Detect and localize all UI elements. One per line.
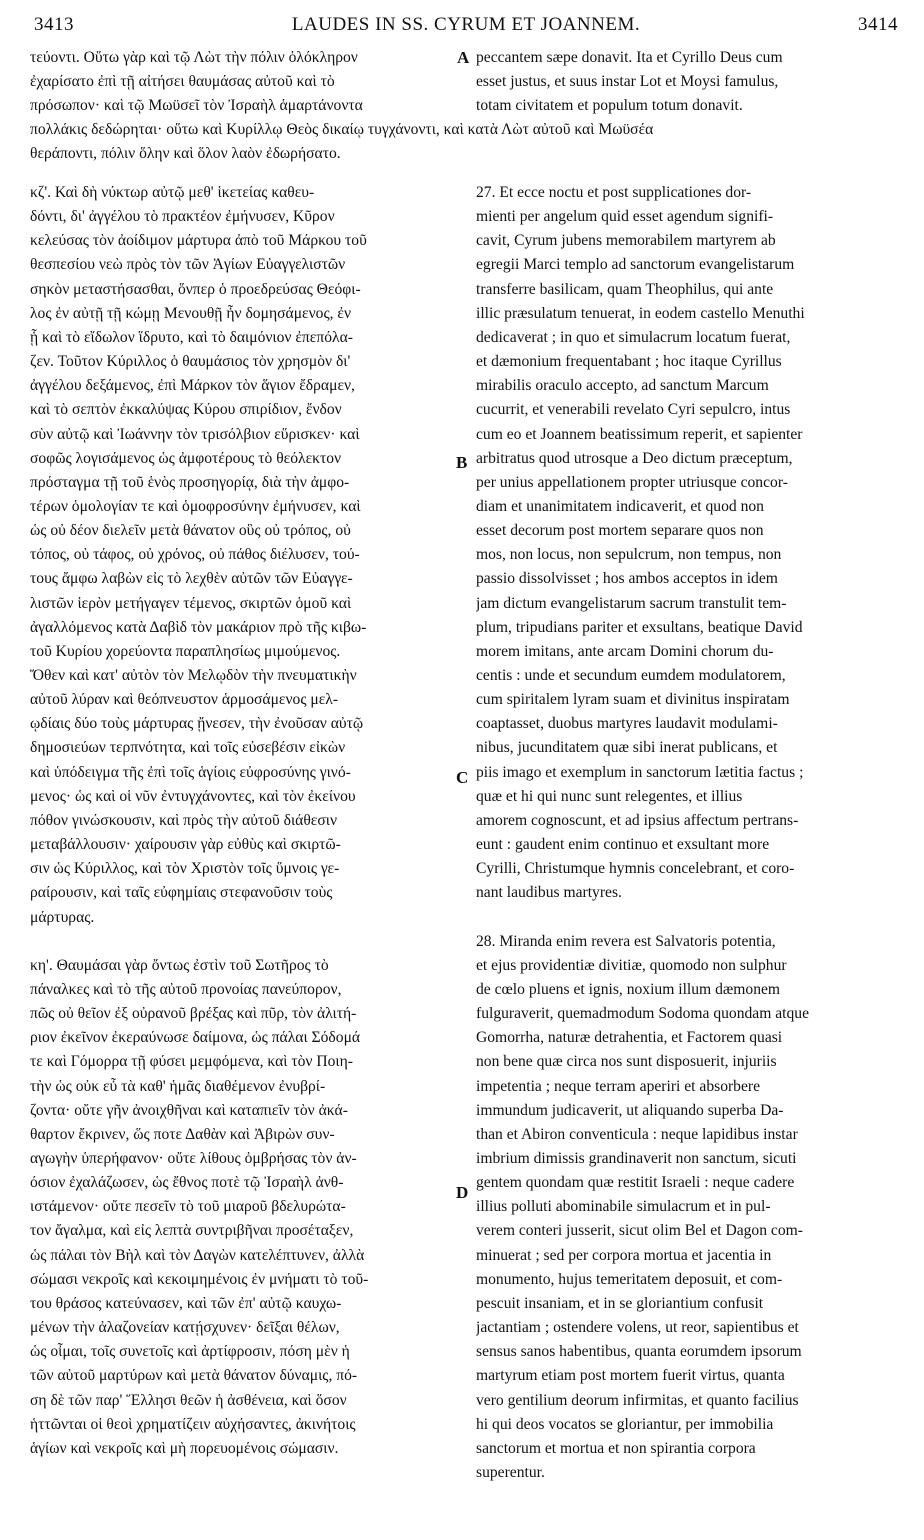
latin-text-line: eunt : gaudent enim continuo et exsultant more xyxy=(476,836,770,853)
greek-text-line: ὡς πάλαι τὸν Βὴλ καὶ τὸν Δαγὼν κατελέπτυνεν, ἀλλὰ xyxy=(30,1247,365,1264)
greek-text-line: μενος· ὡς καὶ οἱ νῦν ἐντυγχάνοντες, καὶ τὸν ἐκείνου xyxy=(30,788,356,805)
latin-text-line: amorem cognoscunt, et ad ipsius affectum pertrans- xyxy=(476,812,799,829)
greek-text-line: ἀγαλλόμενος κατὰ Δαβὶδ τὸν μακάριον πρὸ τῆς κιβω- xyxy=(30,619,367,636)
latin-text-line: quæ et hi qui nunc sunt relegentes, et illius xyxy=(476,788,743,805)
latin-text-line: de cœlo pluens et ignis, noxium illum dæmonem xyxy=(476,981,781,998)
greek-text-line: μεταβάλλουσιν· χαίρουσιν γὰρ εὐθὺς καὶ σκιρτῶ- xyxy=(30,836,341,853)
latin-text-line: plum, tripudians pariter et exsultans, beatique David xyxy=(476,619,803,636)
greek-text-line: ζεν. Τοῦτον Κύριλλος ὁ θαυμάσιος τὸν χρησμὸν δι' xyxy=(30,353,351,370)
latin-text-line: totam civitatem et populum totum donavit. xyxy=(476,97,743,114)
latin-text-line: gentem quondam quæ restitit Israeli : neque cadere xyxy=(476,1174,795,1191)
greek-text-line: ζοντα· οὔτε γῆν ἀνοιχθῆναι καὶ καταπιεῖν τὸν ἀκά- xyxy=(30,1102,348,1119)
latin-text-line: cum eo et Joannem beatissimum reperit, et sapienter xyxy=(476,426,803,443)
latin-text-line: cucurrit, et venerabili revelato Cyri sepulcro, intus xyxy=(476,401,791,418)
latin-text-line: esset decorum post mortem separare quos non xyxy=(476,522,764,539)
latin-text-line: esset justus, et suus instar Lot et Moysi famulus, xyxy=(476,73,779,90)
greek-text-line: καὶ ὑπόδειγμα τῆς ἐπὶ τοῖς ἁγίοις εὐφροσύνης γινό- xyxy=(30,764,351,781)
margin-section-marker: D xyxy=(456,1183,469,1202)
greek-text-line: πάναλκες καὶ τὸ τῆς αὐτοῦ προνοίας πανεύπορον, xyxy=(30,981,342,998)
greek-text-line: ριον ἐκεῖνον ἐκεραύνωσε δαίμονα, ὡς πάλαι Σόδομά xyxy=(30,1029,361,1046)
greek-text-line: κελεύσας τὸν ἀοίδιμον μάρτυρα ἀπὸ τοῦ Μάρκου τοῦ xyxy=(30,232,367,249)
latin-text-line: passio dissolvisset ; hos ambos acceptos in idem xyxy=(476,570,778,587)
greek-text-line: πῶς οὐ θεῖον ἐξ οὐρανοῦ βρέξας καὶ πῦρ, τὸν ἀλιτή- xyxy=(30,1005,357,1022)
latin-text-line: hi qui deos vocatos se gloriantur, per immobilia xyxy=(476,1416,774,1433)
latin-text-line: verem conteri jusserit, sicut olim Bel et Dagon com- xyxy=(476,1222,803,1239)
greek-text-line: τον ἄγαλμα, καὶ εἰς λεπτὰ συντριβῆναι προσέταξεν, xyxy=(30,1222,354,1239)
latin-text-line: mos, non locus, non sepulcrum, non tempus, non xyxy=(476,546,782,563)
greek-text-line: τόπος, οὐ τάφος, οὐ χρόνος, οὐ πάθος διέλυσεν, τού- xyxy=(30,546,360,563)
greek-text-line: ἐχαρίσατο ἐπὶ τῇ αἰτήσει θαυμάσας αὐτοῦ καὶ τὸ xyxy=(30,73,335,90)
greek-text-line: πολλάκις δεδώρηται· οὕτω καὶ Κυρίλλῳ Θεὸς δικαίῳ τυγχάνοντι, καὶ κατὰ Λὼτ αὐτοῦ καὶ Μωϋσέα xyxy=(30,121,654,138)
latin-text-line: impetentia ; neque terram aperiri et absorbere xyxy=(476,1078,761,1095)
greek-text-line: σοφῶς λογισάμενος ὡς ἀμφοτέρους τὸ θεόλεκτον xyxy=(30,450,342,467)
greek-text-line: δόντι, δι' ἀγγέλου τὸ πρακτέον ἐμήνυσεν, Κῦρον xyxy=(30,208,335,225)
latin-text-line: sensus sanos habentibus, quanta eorumdem ipsorum xyxy=(476,1343,802,1360)
latin-text-line: fulguraverit, quemadmodum Sodoma quondam atque xyxy=(476,1005,810,1022)
greek-text-line: μένων τὴν ἀλαζονείαν κατῄσχυνεν· δεῖξαι θέλων, xyxy=(30,1319,340,1336)
greek-text-line: ὡς οὐ δέον διελεῖν μετὰ θάνατον οὓς οὐ τρόπος, οὐ xyxy=(30,522,351,539)
latin-text-line: 28. Miranda enim revera est Salvatoris potentia, xyxy=(476,933,776,950)
page-header xyxy=(30,10,902,44)
latin-text-line: per unius appellationem propter utriusque concor- xyxy=(476,474,788,491)
latin-text-line: morem imitans, ante arcam Domini chorum du- xyxy=(476,643,774,660)
greek-text-line: λος ἐν αὐτῇ τῇ κώμῃ Μενουθῇ ἦν δομησάμενος, ἐν xyxy=(30,305,352,322)
greek-text-line: ιστάμενον· οὔτε πεσεῖν τὸ τοῦ μιαροῦ βδελυρώτα- xyxy=(30,1198,346,1215)
greek-text-line: ἀγγέλου δεξάμενος, ἐπὶ Μάρκον τὸν ἅγιον ἔδραμεν, xyxy=(30,377,355,394)
latin-text-line: jam dictum evangelistarum sacrum transtulit tem- xyxy=(476,595,787,612)
running-title: LAUDES IN SS. CYRUM ET JOANNEM. xyxy=(291,14,641,35)
latin-text-line: jactantiam ; ostendere volens, ut reor, sapientibus et xyxy=(476,1319,799,1336)
latin-text-line: imbrium dimissis grandinaverit non sanctum, sicuti xyxy=(476,1150,797,1167)
latin-text-line: non bene quæ circa nos sunt disposuerit, injuriis xyxy=(476,1053,777,1070)
greek-text-line: σιν ὡς Κύριλλος, καὶ τὸν Χριστὸν τοῖς ὕμνοις γε- xyxy=(30,860,340,877)
greek-text-line: σὺν αὐτῷ καὶ Ἰωάννην τὸν τρισόλβιον εὕρισκεν· καὶ xyxy=(30,426,360,443)
latin-text-line: arbitratus quod utrosque a Deo dictum præceptum, xyxy=(476,450,793,467)
greek-text-line: μάρτυρας. xyxy=(30,909,95,926)
latin-text-line: et ejus providentiæ divitiæ, quomodo non sulphur xyxy=(476,957,787,974)
greek-text-line: σηκὸν μεταστήσασθαι, ὅνπερ ὁ προεδρεύσας Θεόφι- xyxy=(30,281,361,298)
latin-text-line: coaptasset, duobus martyres laudavit modulami- xyxy=(476,715,778,732)
latin-text-line: pescuit insaniam, et in se gloriantium confusit xyxy=(476,1295,764,1312)
latin-text-line: Cyrilli, Christumque hymnis concelebrant, et coro- xyxy=(476,860,795,877)
latin-text-line: 27. Et ecce noctu et post supplicationes dor- xyxy=(476,184,752,201)
latin-text-line: Gomorrha, naturæ detrahentia, et Factorem quasi xyxy=(476,1029,783,1046)
margin-section-marker: A xyxy=(457,48,470,67)
greek-text-line: θαρτον ἔκρινεν, ὥς ποτε Δαθὰν καὶ Ἀβιρὼν συν- xyxy=(30,1126,335,1143)
greek-text-line: τέρων ὁμολογίαν τε καὶ ὁμοφροσύνην ἐμήνυσεν, καὶ xyxy=(30,498,361,515)
latin-text-line: mienti per angelum quid esset agendum signifi- xyxy=(476,208,774,225)
left-page-number: 3413 xyxy=(34,14,74,35)
latin-text-line: mirabilis oraculo accepto, ad sanctum Marcum xyxy=(476,377,769,394)
latin-text-line: sanctorum et mortua et non spirantia corpora xyxy=(476,1440,756,1457)
latin-text-line: than et Abiron conventicula : neque lapidibus instar xyxy=(476,1126,798,1143)
greek-text-line: πρόσωπον· καὶ τῷ Μωϋσεῖ τὸν Ἰσραὴλ ἁμαρτάνοντα xyxy=(30,97,363,114)
latin-text-line: cum spiritalem lyram suam et divinitus inspiratam xyxy=(476,691,790,708)
greek-text-line: δημοσιεύων τερπνότητα, καὶ τοῖς εὐσεβέσιν εἰκὼν xyxy=(30,739,346,756)
greek-text-line: πόθον γινώσκουσιν, καὶ πρὸς τὴν αὐτοῦ διάθεσιν xyxy=(30,812,338,829)
latin-text-line: centis : unde et secundum eumdem modulatorem, xyxy=(476,667,786,684)
greek-text-line: αγωγὴν ὑπερήφανον· οὔτε λίθους ὀμβρήσας τὸν ἀν- xyxy=(30,1150,357,1167)
latin-text-line: cavit, Cyrum jubens memorabilem martyrem ab xyxy=(476,232,776,249)
latin-text-line: superentur. xyxy=(476,1464,545,1481)
latin-text-line: dedicaverat ; in quo et simulacrum locatum fuerat, xyxy=(476,329,791,346)
greek-text-line: του θράσος κατεύνασεν, καὶ τῶν ἐπ' αὐτῷ καυχω- xyxy=(30,1295,342,1312)
greek-text-line: τὴν ὡς οὐκ εὖ τὰ καθ' ἡμᾶς διαθέμενον ἐνυβρί- xyxy=(30,1078,326,1095)
greek-text-line: αὐτοῦ λύραν καὶ θεόπνευστον ἁρμοσάμενος μελ- xyxy=(30,691,339,708)
greek-text-line: ὡς οἶμαι, τοῖς συνετοῖς καὶ ἀρτίφροσιν, πόση μὲν ἡ xyxy=(30,1343,350,1360)
margin-section-marker: B xyxy=(456,453,468,472)
latin-text-line: vero gentilium deorum infirmitas, et quanto facilius xyxy=(476,1392,799,1409)
latin-text-line: monumento, hujus temeritatem deposuit, et com- xyxy=(476,1271,783,1288)
greek-text-line: τῶν αὐτοῦ μαρτύρων καὶ μετὰ θάνατον δύναμις, πό- xyxy=(30,1367,358,1384)
latin-text-line: et dæmonium frequentabant ; hoc itaque Cyrillus xyxy=(476,353,782,370)
greek-text-line: κζ'. Καὶ δὴ νύκτωρ αὐτῷ μεθ' ἱκετείας καθευ- xyxy=(30,184,315,201)
greek-text-line: θεσπεσίου νεὼ πρὸς τὸν τῶν Ἁγίων Εὐαγγελιστῶν xyxy=(30,256,346,273)
greek-text-line: ᾗ καὶ τὸ εἴδωλον ἵδρυτο, καὶ τὸ δαιμόνιον ἐπεπόλα- xyxy=(30,329,353,346)
greek-text-line: σώμασι νεκροῖς καὶ κεκοιμημένοις ἐν μνήματι τὸ τοῦ- xyxy=(30,1271,369,1288)
latin-text-line: immundum judicaverit, ut aliquando superba Da- xyxy=(476,1102,784,1119)
greek-text-line: τεύοντι. Οὕτω γὰρ καὶ τῷ Λὼτ τὴν πόλιν ὁλόκληρον xyxy=(30,49,358,66)
latin-text-line: diam et unanimitatem indicaverit, et quod non xyxy=(476,498,764,515)
greek-text-line: τοῦ Κυρίου χορεύοντα παραπλησίως μιμούμενος. xyxy=(30,643,341,660)
margin-section-marker: C xyxy=(456,768,469,787)
greek-text-line: καὶ τὸ σεπτὸν ἐκκαλύψας Κύρου σπιρίδιον, ἔνδον xyxy=(30,401,342,418)
greek-text-line: όσιον ἐχαλάζωσεν, ὡς ἔθνος ποτὲ τῷ Ἰσραὴλ ἀνθ- xyxy=(30,1174,344,1191)
latin-text-line: peccantem sæpe donavit. Ita et Cyrillo Deus cum xyxy=(476,49,783,66)
greek-text-line: ῳδίαις δύο τοὺς μάρτυρας ᾔνεσεν, τὴν ἐνοῦσαν αὐτῷ xyxy=(30,715,364,732)
greek-text-line: θεράποντι, πόλιν ὅλην καὶ ὅλον λαὸν ἐδωρήσατο. xyxy=(30,145,341,162)
greek-text-line: πρόσταγμα τῇ τοῦ ἑνὸς προσηγορίᾳ, διὰ τὴν ἀμφο- xyxy=(30,474,350,491)
latin-text-line: nibus, jucunditatem quæ sibi inerat publicans, et xyxy=(476,739,778,756)
latin-text-line: egregii Marci templo ad sanctorum evangelistarum xyxy=(476,256,795,273)
greek-text-line: Ὅθεν καὶ κατ' αὐτὸν τὸν Μελῳδὸν τὴν πνευματικὴν xyxy=(30,667,357,684)
greek-text-line: τε καὶ Γόμορρα τῇ φύσει μεμφόμενα, καὶ τὸν Ποιη- xyxy=(30,1053,353,1070)
greek-text-line: τους ἄμφω λαβὼν εἰς τὸ λεχθὲν αὐτῶν τῶν Εὐαγγε- xyxy=(30,570,353,587)
latin-text-line: transferre basilicam, quam Theophilus, qui ante xyxy=(476,281,774,298)
greek-text-line: ση δὲ τῶν παρ' Ἕλλησι θεῶν ἡ ἀσθένεια, καὶ ὅσον xyxy=(30,1392,347,1409)
latin-text-line: illic præsulatum tenuerat, in eodem castello Menuthi xyxy=(476,305,805,322)
right-page-number: 3414 xyxy=(858,14,898,35)
latin-text-line: piis imago et exemplum in sanctorum lætitia factus ; xyxy=(476,764,804,781)
greek-text-line: λιστῶν ἱερὸν μετήγαγεν τέμενος, σκιρτῶν ὁμοῦ καὶ xyxy=(30,595,352,612)
greek-text-line: ραίρουσιν, καὶ ταῖς εὐφημίαις στεφανοῦσιν τοὺς xyxy=(30,884,333,901)
latin-text-line: martyrum etiam post mortem fuerit virtus, quanta xyxy=(476,1367,785,1384)
greek-text-line: ἁγίων καὶ νεκροῖς καὶ μὴ πορευομένοις σώμασιν. xyxy=(30,1440,339,1457)
latin-text-line: nant laudibus martyres. xyxy=(476,884,622,901)
greek-text-line: κη'. Θαυμάσαι γὰρ ὄντως ἐστὶν τοῦ Σωτῆρος τὸ xyxy=(30,957,329,974)
latin-text-line: illius polluti abominabile simulacrum et in pul- xyxy=(476,1198,771,1215)
greek-text-line: ἡττῶνται οἱ θεοὶ χρηματίζειν αὐχήσαντες, ἀκινήτοις xyxy=(30,1416,356,1433)
latin-text-line: minuerat ; sed per corpora mortua et jacentia in xyxy=(476,1247,772,1264)
